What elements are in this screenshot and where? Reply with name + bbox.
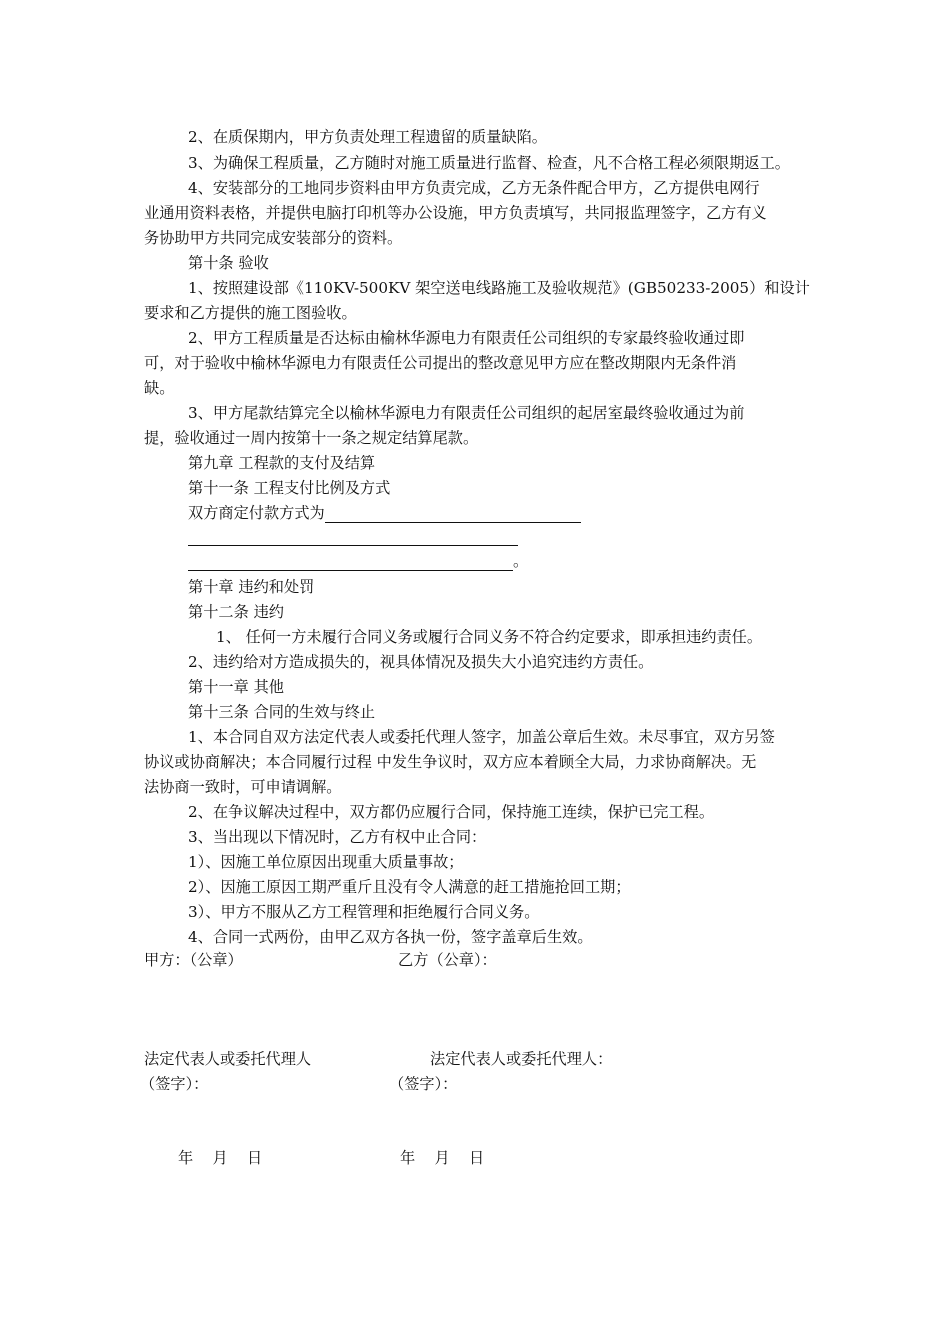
payment-method-blank <box>188 554 513 571</box>
period-mark: 。 <box>513 552 529 570</box>
party-a-signature-label: （签字）： <box>140 1075 209 1093</box>
breach-clause-2: 2、违约给对方造成损失的，视具体情况及损失大小追究违约方责任。 <box>188 653 654 671</box>
acceptance-quality-line1: 2、甲方工程质量是否达标由榆林华源电力有限责任公司组织的专家最终验收通过即 <box>188 329 745 347</box>
party-b-date: 年 月 日 <box>400 1149 485 1167</box>
acceptance-standard-line1: 1、按照建设部《110KV-500KV 架空送电线路施工及验收规范》(GB50233-2005）和设计 <box>188 279 810 297</box>
clause-quality-supervision: 3、为确保工程质量，乙方随时对施工质量进行监督、检查，凡不合格工程必须限期返工。 <box>188 154 790 172</box>
party-a-seal-label: 甲方：（公章） <box>144 951 243 969</box>
article-10-heading: 第十条 验收 <box>188 254 269 272</box>
acceptance-quality-line2: 可，对于验收中榆林华源电力有限责任公司提出的整改意见甲方应在整改期限内无条件消 <box>144 354 737 372</box>
chapter-9-heading: 第九章 工程款的支付及结算 <box>188 454 376 472</box>
breach-clause-1: 1、 任何一方未履行合同义务或履行合同义务不符合约定要求，即承担违约责任。 <box>216 628 763 646</box>
chapter-11-heading: 第十一章 其他 <box>188 678 284 696</box>
chapter-10-heading: 第十章 违约和处罚 <box>188 578 315 596</box>
effect-clause-line1: 1、本合同自双方法定代表人或委托代理人签字，加盖公章后生效。未尽事宜，双方另签 <box>188 728 775 746</box>
clause-site-records-line2: 业通用资料表格，并提供电脑打印机等办公设施，甲方负责填写，共同报监理签字，乙方有义 <box>144 204 767 222</box>
copies-clause: 4、合同一式两份，由甲乙双方各执一份，签字盖章后生效。 <box>188 928 593 946</box>
effect-clause-line3: 法协商一致时，可申请调解。 <box>144 778 342 796</box>
article-13-heading: 第十三条 合同的生效与终止 <box>188 703 376 721</box>
party-b-seal-label: 乙方（公章）： <box>398 951 497 969</box>
party-b-signature-label: （签字）： <box>389 1075 458 1093</box>
article-12-heading: 第十二条 违约 <box>188 603 284 621</box>
acceptance-standard-line2: 要求和乙方提供的施工图验收。 <box>144 304 357 322</box>
final-payment-line2: 提，验收通过一周内按第十一条之规定结算尾款。 <box>144 429 479 447</box>
payment-method-line <box>188 503 581 523</box>
clause-site-records-line1: 4、安装部分的工地同步资料由甲方负责完成，乙方无条件配合甲方，乙方提供电网行 <box>188 179 760 197</box>
payment-blank-line2 <box>188 526 518 546</box>
termination-item-2: 2）、因施工原因工期严重斤且没有令人满意的赶工措施抢回工期； <box>188 878 631 896</box>
termination-item-3: 3）、甲方不服从乙方工程管理和拒绝履行合同义务。 <box>188 903 540 921</box>
payment-method-blank <box>188 529 518 546</box>
article-11-heading: 第十一条 工程支付比例及方式 <box>188 479 391 497</box>
termination-item-1: 1）、因施工单位原因出现重大质量事故； <box>188 853 464 871</box>
termination-clause: 3、当出现以下情况时，乙方有权中止合同： <box>188 828 487 846</box>
dispute-clause: 2、在争议解决过程中，双方都仍应履行合同，保持施工连续，保护已完工程。 <box>188 803 715 821</box>
payment-method-blank <box>325 506 581 523</box>
payment-blank-line3 <box>188 551 528 571</box>
final-payment-line1: 3、甲方尾款结算完全以榆林华源电力有限责任公司组织的起居室最终验收通过为前 <box>188 404 745 422</box>
payment-method-label: 双方商定付款方式为 <box>188 504 325 522</box>
clause-site-records-line3: 务协助甲方共同完成安装部分的资料。 <box>144 229 403 247</box>
effect-clause-line2: 协议或协商解决；本合同履行过程 中发生争议时，双方应本着顾全大局，力求协商解决。无 <box>144 753 757 771</box>
party-a-representative-label: 法定代表人或委托代理人 <box>144 1050 312 1068</box>
acceptance-quality-line3: 缺。 <box>144 379 175 397</box>
party-a-date: 年 月 日 <box>178 1149 263 1167</box>
party-b-representative-label: 法定代表人或委托代理人： <box>430 1050 613 1068</box>
clause-quality-defects: 2、在质保期内，甲方负责处理工程遗留的质量缺陷。 <box>188 128 547 146</box>
